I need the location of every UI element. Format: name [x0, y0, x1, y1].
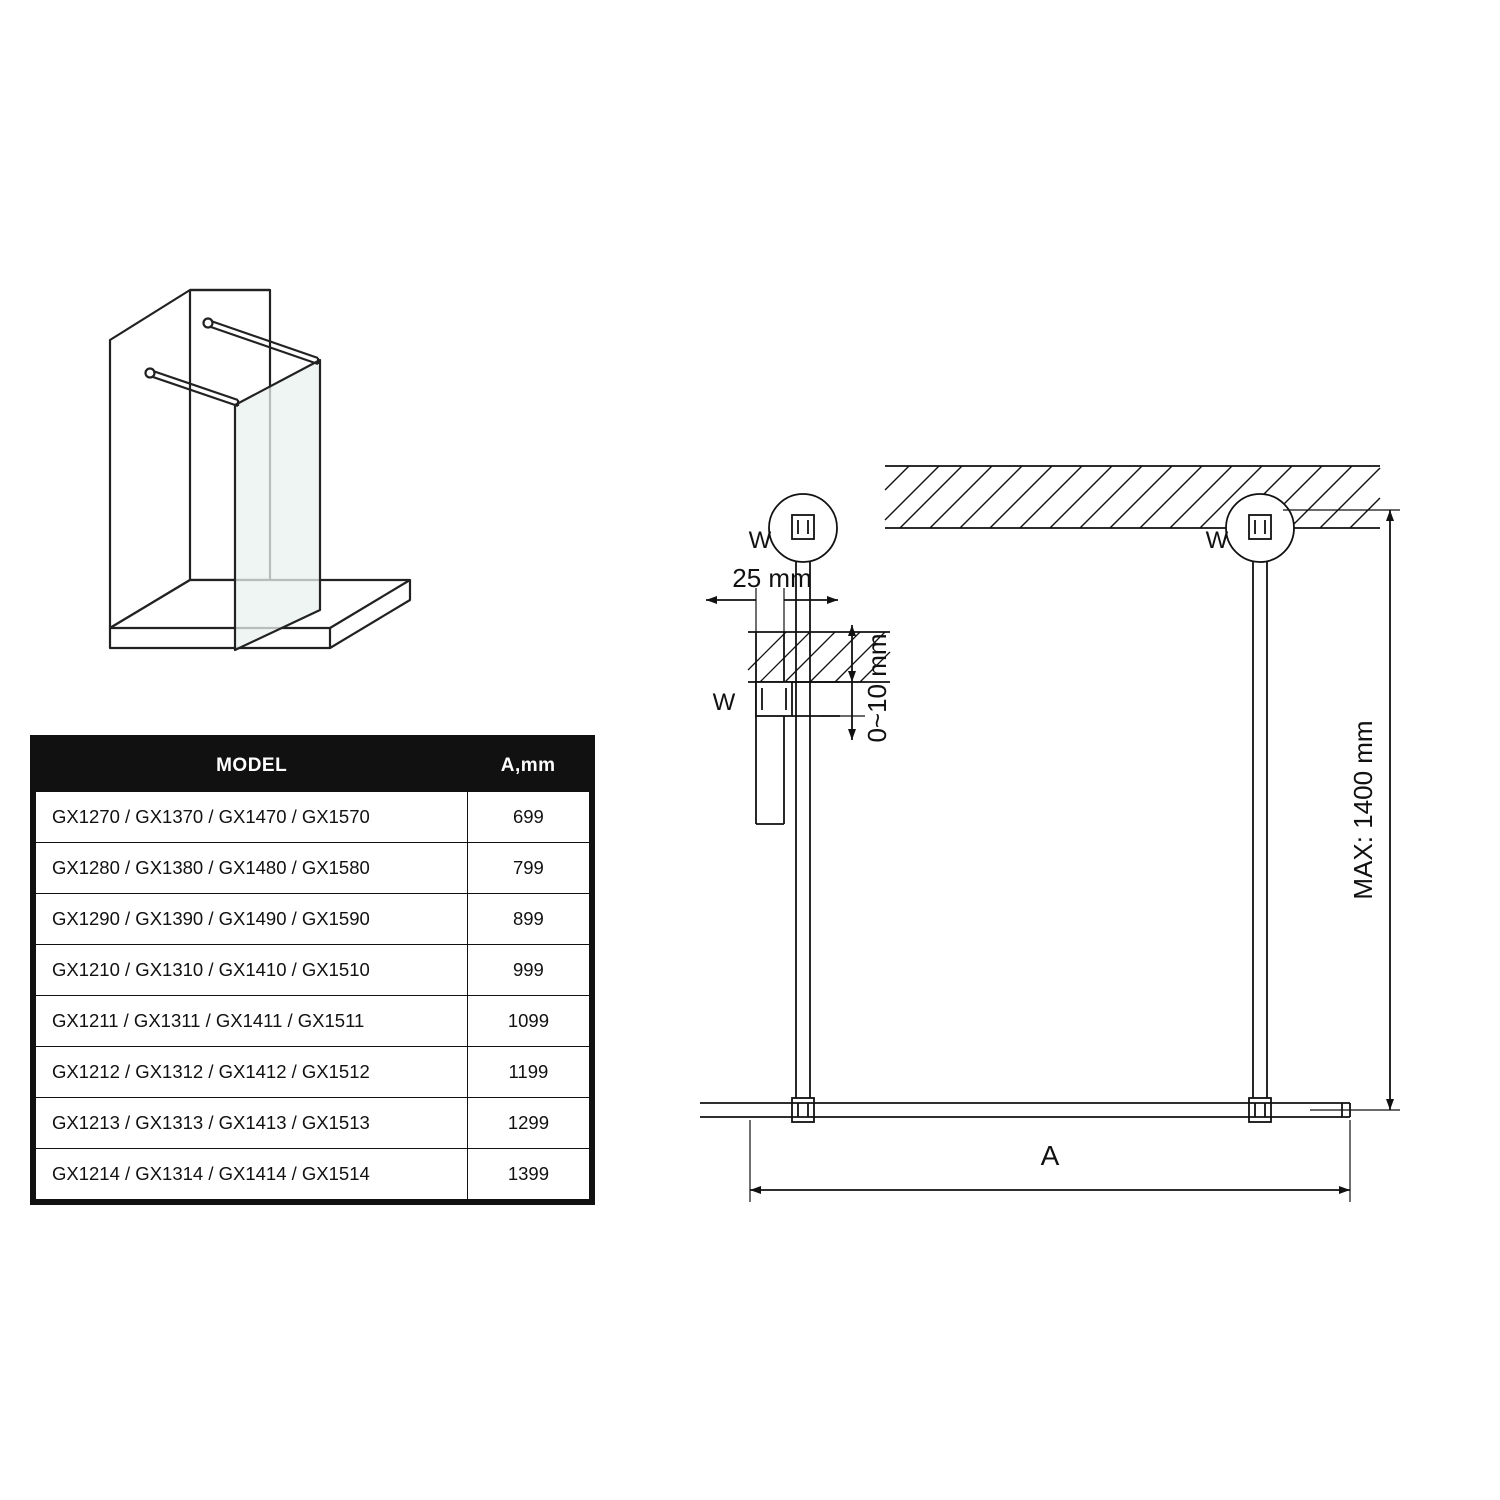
table-cell-a: 1299 [467, 1098, 589, 1149]
table-cell-a: 899 [467, 894, 589, 945]
label-bracket-left: W [748, 527, 772, 554]
model-table [36, 741, 589, 1199]
table-header-model: MODEL [36, 741, 467, 792]
label-detail-width: 25 mm [732, 563, 812, 593]
table-row [36, 1149, 589, 1200]
technical-drawing [700, 420, 1490, 1260]
table-cell-model: GX1211 / GX1311 / GX1411 / GX1511 [36, 996, 467, 1047]
table-cell-model: GX1210 / GX1310 / GX1410 / GX1510 [36, 945, 467, 996]
table-cell-a: 1099 [467, 996, 589, 1047]
table-cell-a: 1199 [467, 1047, 589, 1098]
table-body [36, 792, 589, 1200]
label-width-a: A [1040, 1140, 1060, 1171]
table-header-a: A,mm [467, 741, 589, 792]
table-row [36, 894, 589, 945]
table-cell-model: GX1212 / GX1312 / GX1412 / GX1512 [36, 1047, 467, 1098]
table-cell-a: 799 [467, 843, 589, 894]
table-row [36, 843, 589, 894]
table-cell-a: 699 [467, 792, 589, 843]
table-row [36, 1047, 589, 1098]
table-row [36, 996, 589, 1047]
model-table-container [30, 735, 595, 1205]
label-detail-gap: 0~10 mm [862, 633, 892, 743]
table-row [36, 792, 589, 843]
table-row [36, 945, 589, 996]
table-cell-model: GX1290 / GX1390 / GX1490 / GX1590 [36, 894, 467, 945]
isometric-view [80, 250, 500, 680]
table-cell-model: GX1214 / GX1314 / GX1414 / GX1514 [36, 1149, 467, 1200]
label-height-max: MAX: 1400 mm [1348, 720, 1378, 900]
table-cell-model: GX1280 / GX1380 / GX1480 / GX1580 [36, 843, 467, 894]
label-bracket-detail: W [712, 689, 736, 716]
label-bracket-right: W [1205, 527, 1229, 554]
table-cell-a: 1399 [467, 1149, 589, 1200]
table-header-row [36, 741, 589, 792]
table-cell-a: 999 [467, 945, 589, 996]
table-cell-model: GX1213 / GX1313 / GX1413 / GX1513 [36, 1098, 467, 1149]
table-cell-model: GX1270 / GX1370 / GX1470 / GX1570 [36, 792, 467, 843]
table-row [36, 1098, 589, 1149]
